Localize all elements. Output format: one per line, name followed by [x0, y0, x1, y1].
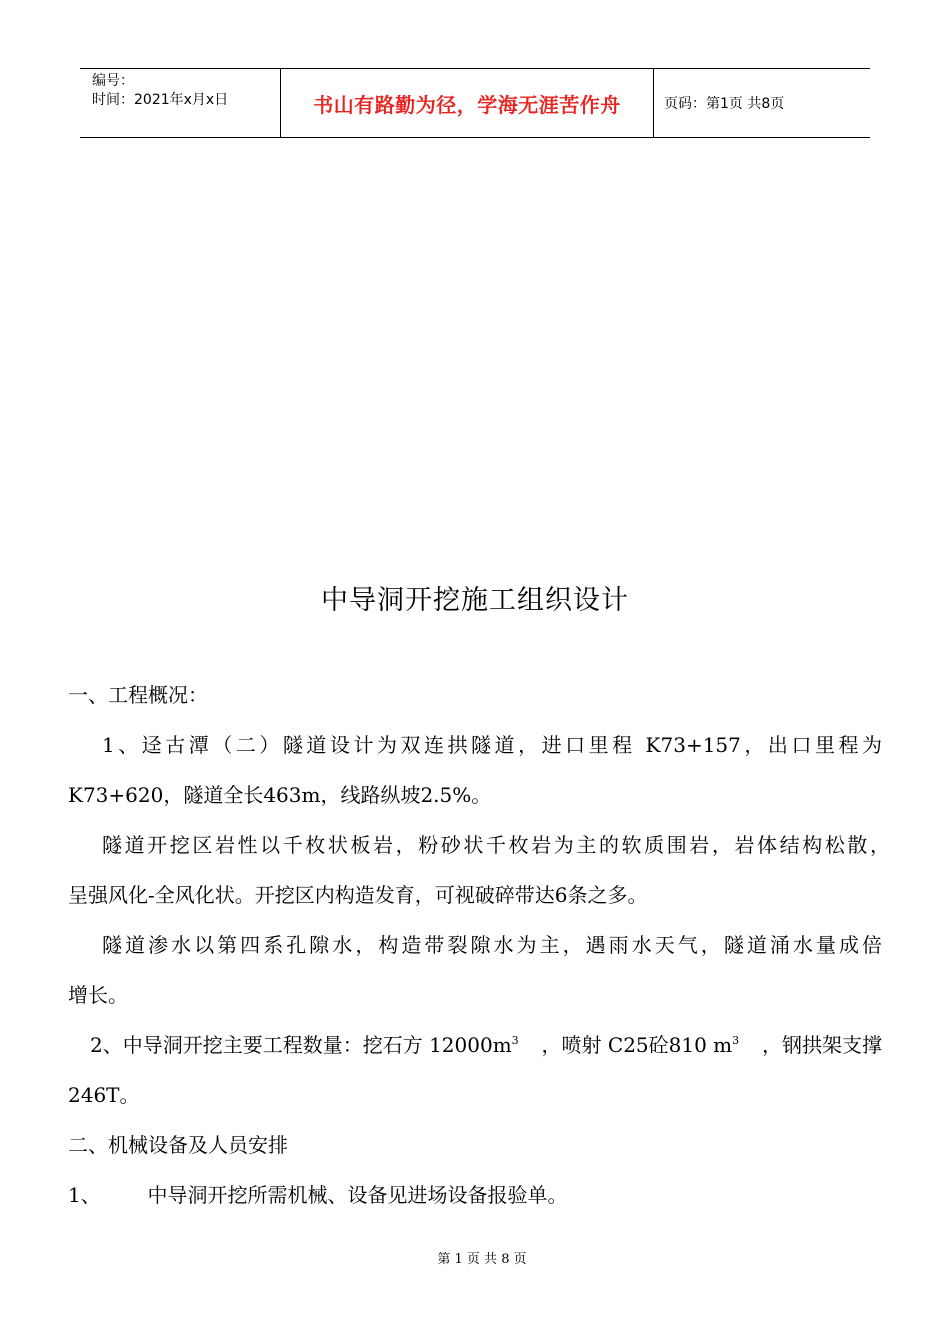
list-item-number: 1、: [68, 1183, 101, 1207]
paragraph-1-line-1: 1、迳古潭（二）隧道设计为双连拱隧道，进口里程 K73+157，出口里程为: [102, 733, 882, 757]
document-title: 中导洞开挖施工组织设计: [321, 585, 629, 616]
paragraph-2-line-1: 隧道开挖区岩性以千枚状板岩，粉砂状千枚岩为主的软质围岩，岩体结构松散，: [102, 833, 890, 857]
number-label: 编号：: [92, 73, 134, 89]
page-footer: 第 1 页 共 8 页: [437, 1252, 527, 1267]
header-motto: 书山有路勤为径，学海无涯苦作舟: [281, 69, 654, 137]
list-item-text: 中导洞开挖所需机械、设备见进场设备报验单。: [147, 1183, 568, 1207]
page-header: [80, 68, 870, 138]
paragraph-4-line-1: [90, 1033, 882, 1057]
paragraph-3-line-1: 隧道渗水以第四系孔隙水，构造带裂隙水为主，遇雨水天气，隧道涌水量成倍: [102, 933, 882, 957]
paragraph-3-line-2: 增长。: [68, 983, 128, 1007]
list-item-1: [68, 1183, 567, 1207]
section-2-heading: 二、机械设备及人员安排: [68, 1133, 288, 1157]
quantity-excavation: 2、中导洞开挖主要工程数量：挖石方 $12000m^3$: [90, 1033, 519, 1057]
paragraph-4-line-2: 246T。: [68, 1083, 140, 1107]
header-meta: [80, 69, 281, 137]
paragraph-2-line-2: 呈强风化-全风化状。开挖区内构造发育，可视破碎带达6条之多。: [68, 883, 648, 907]
paragraph-1-line-2: K73+620，隧道全长463m，线路纵坡2.5%。: [68, 783, 492, 807]
quantity-steel-arch: ，钢拱架支撑: [762, 1033, 882, 1057]
quantity-shotcrete: ，喷射 C25砼810 $m^3$: [541, 1033, 740, 1057]
time-label: 时间：2021年x月x日: [92, 92, 229, 108]
header-page-info: 页码：第1页 共8页: [664, 96, 785, 112]
section-1-heading: 一、工程概况：: [68, 683, 208, 707]
